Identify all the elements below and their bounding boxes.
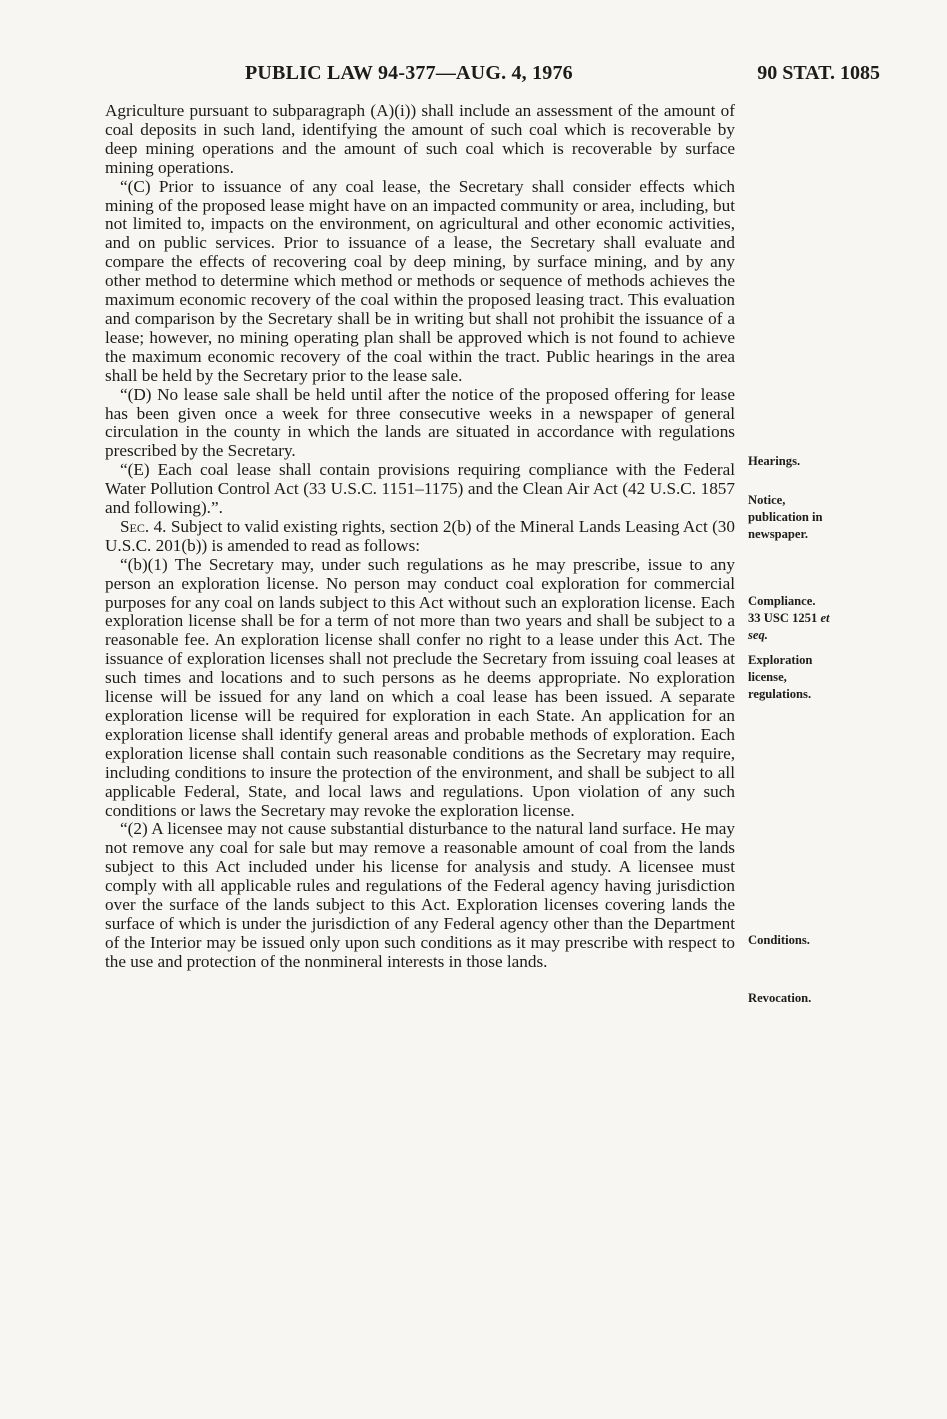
section-label: Sec. xyxy=(120,516,150,536)
statute-page-number: 90 STAT. 1085 xyxy=(757,62,880,84)
paragraph-d: “(D) No lease sale shall be held until after the notice of the proposed offering for lease has been given once a week for three consecutive weeks in a newspaper of general circulation in the county in which the lands are situated in accordance with regulations prescribed by the Secretary. xyxy=(105,384,735,461)
margin-note-exploration: Exploration license, regulations. xyxy=(748,653,813,701)
margin-note-notice: Notice, publication in newspaper. xyxy=(748,493,823,541)
margin-note-revocation: Revocation. xyxy=(748,991,812,1005)
section-4 xyxy=(105,518,735,556)
body-text xyxy=(105,102,735,972)
margin-note-compliance: Compliance. 33 USC 1251 et seq. xyxy=(748,594,830,642)
header-title: PUBLIC LAW 94-377—AUG. 4, 1976 xyxy=(245,62,573,84)
page-header xyxy=(105,62,880,86)
margin-note-hearings: Hearings. xyxy=(748,454,801,468)
paragraph-c: “(C) Prior to issuance of any coal lease, the Secretary shall consider effects which mining of the proposed lease might have on an impacted community or area, including, but not limited to, impacts on the environment, on agricultural and other economic activities, and on public services. Prior to issuance of a lease, the Secretary shall evaluate and compare the effects of recovering coal by deep mining, by surface mining, and by any other method to determine which method or methods or sequence of methods achieves the maximum economic recovery of the coal within the proposed leasing tract. This evaluation and comparison by the Secretary shall be in writing but shall not prohibit the issuance of a lease; however, no mining operating plan shall be approved which is not found to achieve the maximum economic recovery of the coal within the tract. Public hearings in the area shall be held by the Secretary prior to the lease sale. xyxy=(105,176,735,385)
margin-note-conditions: Conditions. xyxy=(748,933,810,947)
paragraph-b1: “(b)(1) The Secretary may, under such regulations as he may prescribe, issue to any person an exploration license. No person may conduct coal exploration for commercial purposes for any coal on lands subject to this Act without such an exploration license. Each exploration license shall be for a term of not more than two years and shall be subject to a reasonable fee. An exploration license shall confer no right to a lease under this Act. The issuance of exploration licenses shall not preclude the Secretary from issuing coal leases at such times and locations and to such persons as he deems appropriate. No exploration license will be issued for any land on which a coal lease has been issued. A separate exploration license will be required for exploration in each State. An application for an exploration license shall identify general areas and probable methods of exploration. Each exploration license shall contain such reasonable conditions as the Secretary may require, including conditions to insure the protection of the environment, and shall be subject to all applicable Federal, State, and local laws and regulations. Upon violation of any such conditions or laws the Secretary may revoke the exploration license. xyxy=(105,554,735,820)
paragraph-e: “(E) Each coal lease shall contain provisions requiring compliance with the Federal Water Pollution Control Act (33 U.S.C. 1151–1175) and the Clean Air Act (42 U.S.C. 1857 and following).”. xyxy=(105,460,735,518)
paragraph-continuation: Agriculture pursuant to subparagraph (A)(i)) shall include an assessment of the amount of coal deposits in such land, identifying the amount of such coal which is recoverable by deep mining operations and the amount of such coal which is recoverable by surface mining operations. xyxy=(105,101,735,177)
paragraph-2: “(2) A licensee may not cause substantial disturbance to the natural land surface. He may not remove any coal for sale but may remove a reasonable amount of coal from the lands subject to this Act included under his license for analysis and study. A licensee must comply with all applicable rules and regulations of the Federal agency having jurisdiction over the surface of the lands subject to this Act. Exploration licenses covering lands the surface of which is under the jurisdiction of any Federal agency other than the Department of the Interior may be issued only upon such conditions as it may prescribe with respect to the use and protection of the nonmineral interests in those lands. xyxy=(105,819,735,971)
section-4-text: 4. Subject to valid existing rights, section 2(b) of the Mineral Lands Leasing Act (30 U.S.C. 201(b)) is amended to read as follows: xyxy=(105,516,735,555)
